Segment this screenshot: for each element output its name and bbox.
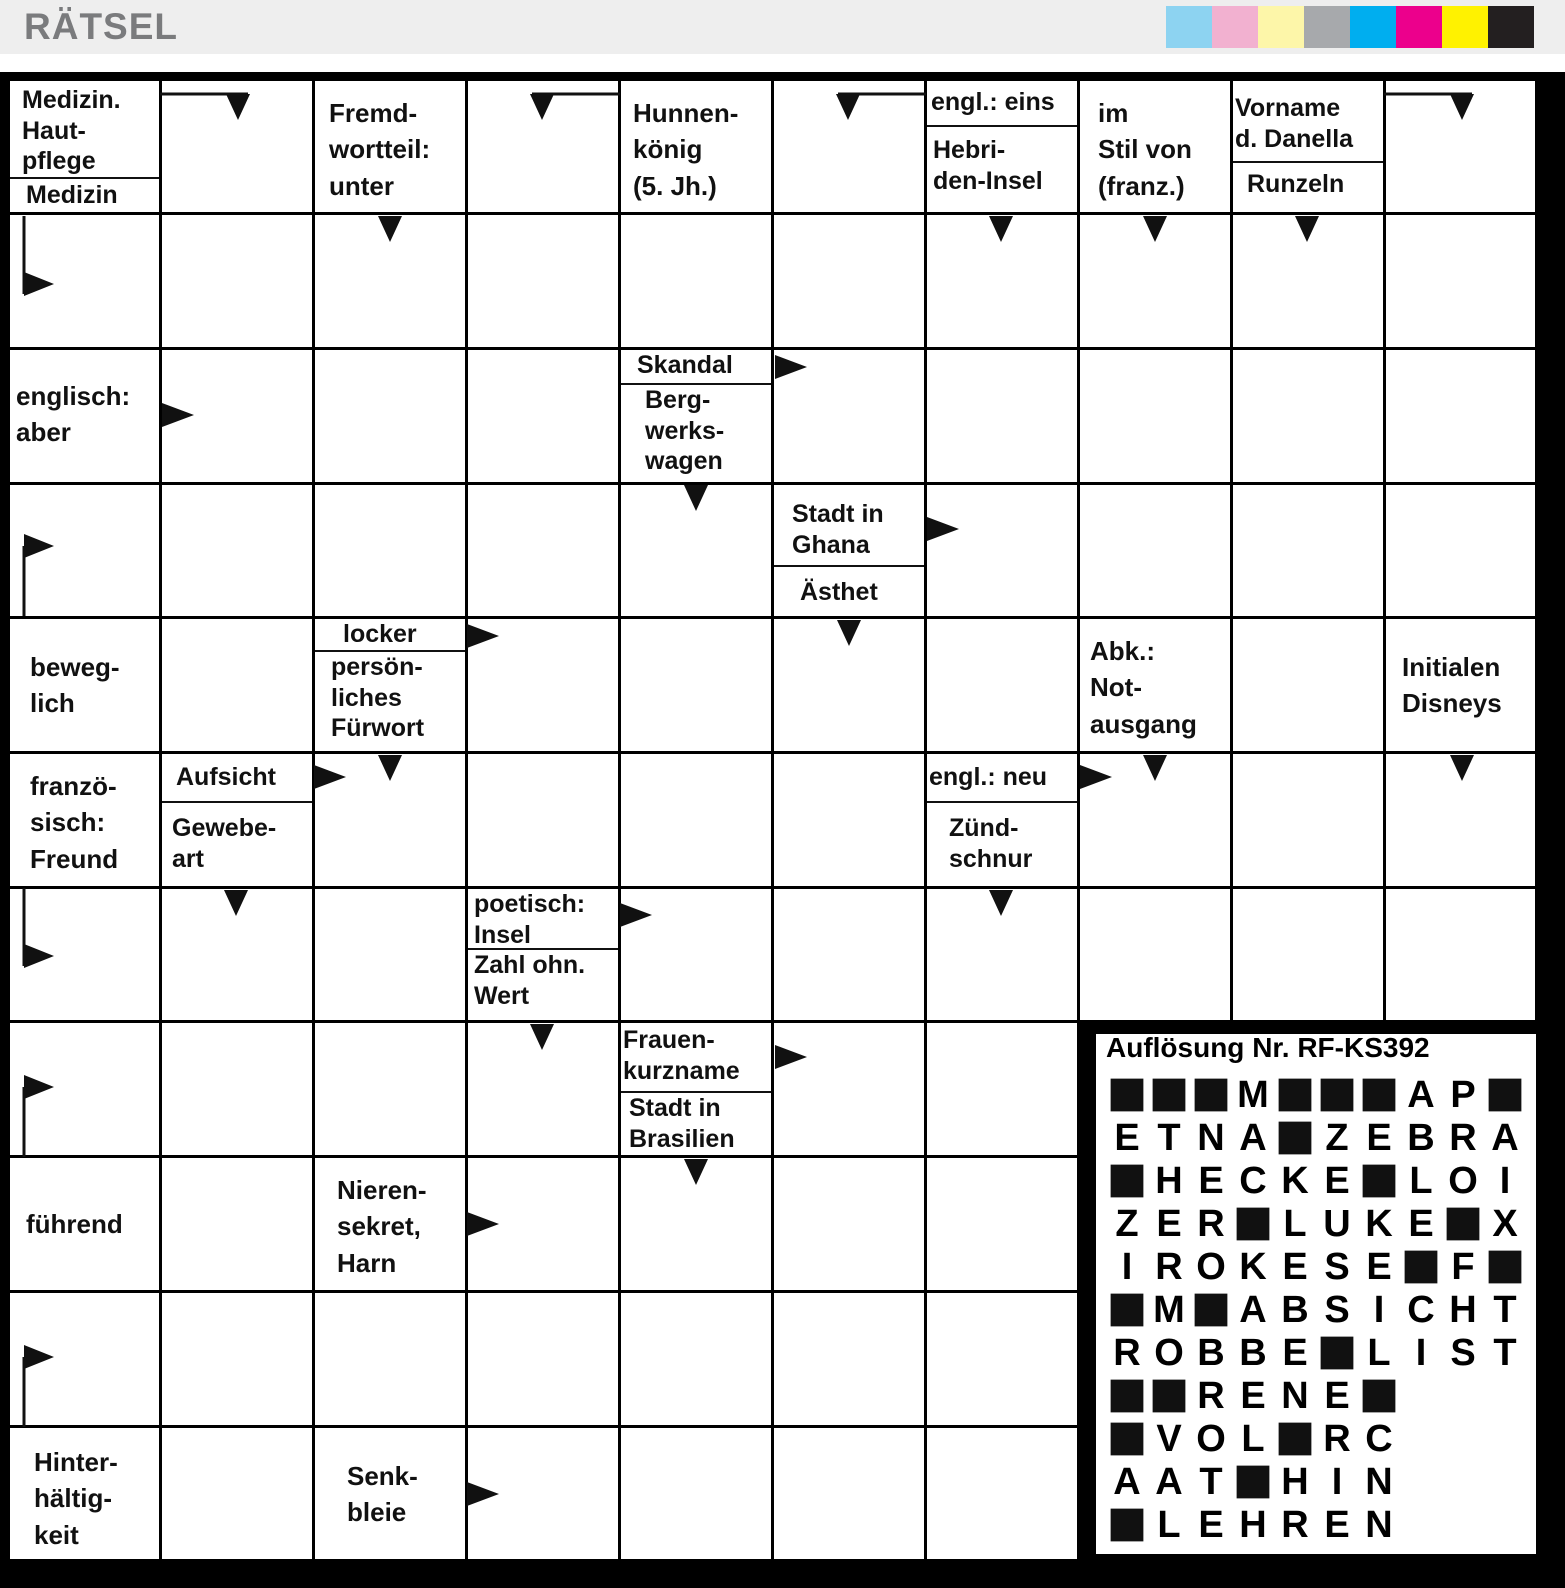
- grid-cell[interactable]: [927, 619, 1077, 751]
- clue-text: Stadt in Brasilien: [621, 1093, 771, 1155]
- black-square: [1195, 1079, 1228, 1112]
- clue-text: Frauen- kurzname: [621, 1023, 771, 1090]
- clue-text: Gewebe- art: [162, 803, 312, 886]
- solution-letter: V: [1156, 1418, 1182, 1460]
- solution-letter: K: [1365, 1203, 1393, 1245]
- arrow-icon: [542, 94, 544, 96]
- arrow-icon: [467, 636, 469, 638]
- clue-text: Zahl ohn. Wert: [468, 950, 618, 1020]
- clue-text: franzö- sisch: Freund: [10, 754, 159, 886]
- clue-text: Vorname d. Danella: [1233, 81, 1383, 160]
- solution-letter: N: [1365, 1504, 1393, 1546]
- solution-letter: R: [1281, 1504, 1309, 1546]
- arrow-icon: [775, 367, 777, 369]
- solution-row: [1106, 1332, 1526, 1374]
- grid-cell[interactable]: [1080, 485, 1230, 616]
- black-square: [1363, 1380, 1396, 1413]
- solution-letter: O: [1448, 1160, 1478, 1202]
- solution-letter: E: [1324, 1504, 1350, 1546]
- solution-letter: F: [1451, 1246, 1475, 1288]
- clue-text: Aufsicht: [162, 754, 312, 800]
- clue-text: Abk.: Not- ausgang: [1080, 619, 1230, 751]
- solution-letter: C: [1365, 1418, 1393, 1460]
- solution-letter: R: [1113, 1332, 1141, 1374]
- grid-cell[interactable]: [927, 1428, 1077, 1559]
- solution-letter: O: [1154, 1332, 1184, 1374]
- solution-letter: S: [1324, 1289, 1350, 1331]
- arrow-icon: [1462, 755, 1464, 757]
- solution-letter: R: [1197, 1203, 1225, 1245]
- black-square: [1237, 1208, 1270, 1241]
- grid-cell[interactable]: [774, 1428, 924, 1559]
- solution-row: [1106, 1461, 1400, 1503]
- grid-cell[interactable]: [1386, 215, 1535, 347]
- clue-text: locker: [315, 619, 465, 649]
- solution-letter: K: [1239, 1246, 1267, 1288]
- color-swatch: [1258, 6, 1304, 48]
- black-square: [1489, 1079, 1522, 1112]
- arrow-icon: [775, 1057, 777, 1059]
- color-swatch: [1396, 6, 1442, 48]
- clue-text: persön- liches Fürwort: [315, 652, 465, 751]
- clue-text: poetisch: Insel: [468, 889, 618, 947]
- solution-letter: P: [1450, 1074, 1476, 1116]
- solution-letter: E: [1114, 1117, 1140, 1159]
- solution-row: [1106, 1418, 1400, 1460]
- black-square: [1279, 1423, 1312, 1456]
- grid-cell[interactable]: [1080, 889, 1230, 1020]
- clue-text: Hunnen- könig (5. Jh.): [621, 81, 771, 212]
- arrow-icon: [24, 1157, 26, 1159]
- solution-row: [1106, 1203, 1526, 1245]
- clue-text: führend: [10, 1158, 159, 1290]
- clue-text: im Stil von (franz.): [1080, 81, 1230, 212]
- solution-row: [1106, 1504, 1400, 1546]
- clue-text: beweg- lich: [10, 619, 159, 751]
- arrow-icon: [390, 216, 392, 218]
- solution-letter: M: [1237, 1074, 1269, 1116]
- solution-letter: H: [1281, 1461, 1309, 1503]
- black-square: [1111, 1509, 1144, 1542]
- solution-letter: B: [1281, 1289, 1309, 1331]
- solution-letter: U: [1323, 1203, 1351, 1245]
- solution-letter: E: [1282, 1246, 1308, 1288]
- clue-text: Berg- werks- wagen: [621, 385, 771, 482]
- grid-cell[interactable]: [1080, 350, 1230, 482]
- solution-letter: C: [1407, 1289, 1435, 1331]
- grid-cell[interactable]: [468, 754, 618, 886]
- black-square: [1111, 1165, 1144, 1198]
- grid-cell[interactable]: [162, 215, 312, 347]
- solution-letter: E: [1198, 1504, 1224, 1546]
- grid-cell[interactable]: [774, 215, 924, 347]
- solution-letter: E: [1282, 1332, 1308, 1374]
- black-square: [1195, 1294, 1228, 1327]
- grid-cell[interactable]: [468, 1293, 618, 1425]
- solution-letter: E: [1324, 1375, 1350, 1417]
- arrow-icon: [1001, 216, 1003, 218]
- solution-letter: H: [1449, 1289, 1477, 1331]
- black-square: [1111, 1294, 1144, 1327]
- arrow-icon: [1155, 216, 1157, 218]
- solution-row: [1106, 1246, 1526, 1288]
- solution-letter: O: [1196, 1418, 1226, 1460]
- solution-letter: H: [1239, 1504, 1267, 1546]
- grid-cell[interactable]: [315, 889, 465, 1020]
- arrow-icon: [1462, 94, 1464, 96]
- solution-letter: T: [1157, 1117, 1181, 1159]
- grid-cell[interactable]: [774, 1158, 924, 1290]
- solution-row: [1106, 1117, 1526, 1159]
- solution-letter: X: [1492, 1203, 1518, 1245]
- arrow-icon: [848, 94, 850, 96]
- arrow-icon: [696, 485, 698, 487]
- solution-letter: E: [1408, 1203, 1434, 1245]
- arrow-icon: [24, 616, 26, 618]
- grid-cell[interactable]: [621, 215, 771, 347]
- color-swatch: [1212, 6, 1258, 48]
- clue-text: Medizin. Haut- pflege: [10, 81, 159, 176]
- grid-cell[interactable]: [927, 1158, 1077, 1290]
- grid-cell[interactable]: [162, 1293, 312, 1425]
- solution-letter: N: [1197, 1117, 1225, 1159]
- black-square: [1447, 1208, 1480, 1241]
- grid-cell[interactable]: [1386, 485, 1535, 616]
- arrow-icon: [1307, 216, 1309, 218]
- solution-letter: R: [1155, 1246, 1183, 1288]
- solution-letter: T: [1199, 1461, 1223, 1503]
- clue-text: englisch: aber: [10, 350, 159, 482]
- grid-cell[interactable]: [1386, 889, 1535, 1020]
- solution-letter: L: [1157, 1504, 1181, 1546]
- solution-letter: E: [1156, 1203, 1182, 1245]
- grid-cell[interactable]: [1233, 754, 1383, 886]
- page-title: RÄTSEL: [24, 6, 178, 47]
- clue-text: Skandal: [621, 350, 771, 382]
- color-swatch: [1166, 6, 1212, 48]
- solution-letter: B: [1239, 1332, 1267, 1374]
- solution-letter: E: [1240, 1375, 1266, 1417]
- black-square: [1363, 1165, 1396, 1198]
- grid-cell[interactable]: [774, 1023, 924, 1155]
- grid-cell[interactable]: [468, 350, 618, 482]
- solution-letter: H: [1155, 1160, 1183, 1202]
- black-square: [1405, 1251, 1438, 1284]
- grid-cell[interactable]: [468, 485, 618, 616]
- black-square: [1321, 1079, 1354, 1112]
- grid-cell[interactable]: [162, 619, 312, 751]
- clue-text: Fremd- wortteil: unter: [315, 81, 465, 212]
- arrow-icon: [696, 1159, 698, 1161]
- solution-letter: A: [1239, 1117, 1267, 1159]
- arrow-icon: [542, 1024, 544, 1026]
- color-swatch: [1442, 6, 1488, 48]
- grid-cell[interactable]: [1233, 350, 1383, 482]
- grid-cell[interactable]: [927, 485, 1077, 616]
- solution-row: [1106, 1289, 1526, 1331]
- grid-cell[interactable]: [1233, 619, 1383, 751]
- solution-letter: L: [1283, 1203, 1307, 1245]
- clue-text: engl.: neu: [927, 754, 1077, 800]
- clue-text: Hinter- hältig- keit: [10, 1428, 159, 1559]
- header-bar: [0, 0, 1565, 54]
- solution-letter: L: [1409, 1160, 1433, 1202]
- black-square: [1111, 1423, 1144, 1456]
- solution-letter: S: [1324, 1246, 1350, 1288]
- solution-letter: E: [1366, 1117, 1392, 1159]
- solution-panel: [1096, 1034, 1536, 1554]
- solution-row: [1106, 1074, 1526, 1116]
- solution-letter: O: [1196, 1246, 1226, 1288]
- grid-cell[interactable]: [1233, 889, 1383, 1020]
- solution-row: [1106, 1375, 1400, 1417]
- arrow-icon: [1155, 755, 1157, 757]
- solution-row: [1106, 1160, 1526, 1202]
- arrow-icon: [1080, 777, 1082, 779]
- black-square: [1489, 1251, 1522, 1284]
- grid-cell[interactable]: [621, 889, 771, 1020]
- grid-cell[interactable]: [927, 350, 1077, 482]
- solution-letter: N: [1281, 1375, 1309, 1417]
- grid-cell[interactable]: [1233, 485, 1383, 616]
- arrow-icon: [24, 888, 26, 890]
- grid-cell[interactable]: [315, 1293, 465, 1425]
- solution-letter: R: [1449, 1117, 1477, 1159]
- solution-letter: B: [1197, 1332, 1225, 1374]
- solution-letter: A: [1113, 1461, 1141, 1503]
- black-square: [1363, 1079, 1396, 1112]
- grid-cell[interactable]: [315, 350, 465, 482]
- solution-letter: I: [1331, 1461, 1343, 1503]
- grid-cell[interactable]: [621, 619, 771, 751]
- arrow-icon: [238, 94, 240, 96]
- solution-letter: A: [1155, 1461, 1183, 1503]
- clue-text: Hebri- den-Insel: [927, 127, 1077, 212]
- black-square: [1237, 1466, 1270, 1499]
- clue-text: Senk- bleie: [315, 1428, 465, 1559]
- black-square: [1321, 1337, 1354, 1370]
- solution-letter: A: [1491, 1117, 1519, 1159]
- solution-letter: A: [1407, 1074, 1435, 1116]
- solution-letter: T: [1493, 1289, 1517, 1331]
- black-square: [1279, 1079, 1312, 1112]
- grid-cell[interactable]: [927, 1293, 1077, 1425]
- solution-letter: E: [1198, 1160, 1224, 1202]
- grid-cell[interactable]: [621, 1428, 771, 1559]
- clue-text: Nieren- sekret, Harn: [315, 1158, 465, 1290]
- solution-letter: S: [1450, 1332, 1476, 1374]
- solution-letter: A: [1239, 1289, 1267, 1331]
- solution-letter: R: [1197, 1375, 1225, 1417]
- clue-text: Initialen Disneys: [1386, 619, 1535, 751]
- grid-cell[interactable]: [468, 215, 618, 347]
- solution-letter: R: [1323, 1418, 1351, 1460]
- grid-cell[interactable]: [621, 754, 771, 886]
- clue-text: Stadt in Ghana: [774, 485, 924, 564]
- color-swatch: [1488, 6, 1534, 48]
- grid-cell[interactable]: [1386, 350, 1535, 482]
- solution-letter: E: [1324, 1160, 1350, 1202]
- black-square: [1111, 1079, 1144, 1112]
- grid-cell[interactable]: [774, 889, 924, 1020]
- clue-text: Zünd- schnur: [927, 803, 1077, 886]
- grid-cell[interactable]: [621, 1293, 771, 1425]
- arrow-icon: [314, 777, 316, 779]
- solution-letter: N: [1365, 1461, 1393, 1503]
- arrow-icon: [24, 216, 26, 218]
- black-square: [1153, 1380, 1186, 1413]
- solution-letter: I: [1121, 1246, 1133, 1288]
- solution-letter: K: [1281, 1160, 1309, 1202]
- color-swatches: [1166, 6, 1534, 48]
- grid-cell[interactable]: [774, 1293, 924, 1425]
- clue-text: Runzeln: [1233, 163, 1383, 212]
- clue-text: Medizin: [10, 179, 159, 212]
- black-square: [1111, 1380, 1144, 1413]
- arrow-icon: [236, 890, 238, 892]
- grid-cell[interactable]: [315, 485, 465, 616]
- black-square: [1279, 1122, 1312, 1155]
- arrow-icon: [162, 415, 164, 417]
- solution-letter: L: [1241, 1418, 1265, 1460]
- solution-letter: I: [1373, 1289, 1385, 1331]
- solution-letter: I: [1415, 1332, 1427, 1374]
- clue-text: engl.: eins: [927, 81, 1077, 124]
- grid-cell[interactable]: [162, 1023, 312, 1155]
- arrow-icon: [390, 755, 392, 757]
- solution-letter: Z: [1325, 1117, 1349, 1159]
- solution-letter: Z: [1115, 1203, 1139, 1245]
- arrow-icon: [1001, 890, 1003, 892]
- solution-letter: I: [1499, 1160, 1511, 1202]
- grid-cell[interactable]: [774, 754, 924, 886]
- solution-title: Auflösung Nr. RF-KS392: [1106, 1032, 1430, 1063]
- black-square: [1153, 1079, 1186, 1112]
- color-swatch: [1350, 6, 1396, 48]
- arrow-icon: [620, 915, 622, 917]
- arrow-icon: [927, 529, 929, 531]
- solution-letter: E: [1366, 1246, 1392, 1288]
- arrow-icon: [467, 1494, 469, 1496]
- clue-text: Ästhet: [774, 567, 924, 616]
- solution-letter: B: [1407, 1117, 1435, 1159]
- grid-cell[interactable]: [162, 1428, 312, 1559]
- solution-letter: C: [1239, 1160, 1267, 1202]
- arrow-icon: [24, 1427, 26, 1429]
- solution-letter: T: [1493, 1332, 1517, 1374]
- grid-cell[interactable]: [927, 1023, 1077, 1155]
- solution-letter: M: [1153, 1289, 1185, 1331]
- solution-letter: L: [1367, 1332, 1391, 1374]
- color-swatch: [1304, 6, 1350, 48]
- grid-cell[interactable]: [162, 485, 312, 616]
- arrow-icon: [849, 620, 851, 622]
- grid-cell[interactable]: [315, 1023, 465, 1155]
- grid-cell[interactable]: [162, 1158, 312, 1290]
- arrow-icon: [467, 1224, 469, 1226]
